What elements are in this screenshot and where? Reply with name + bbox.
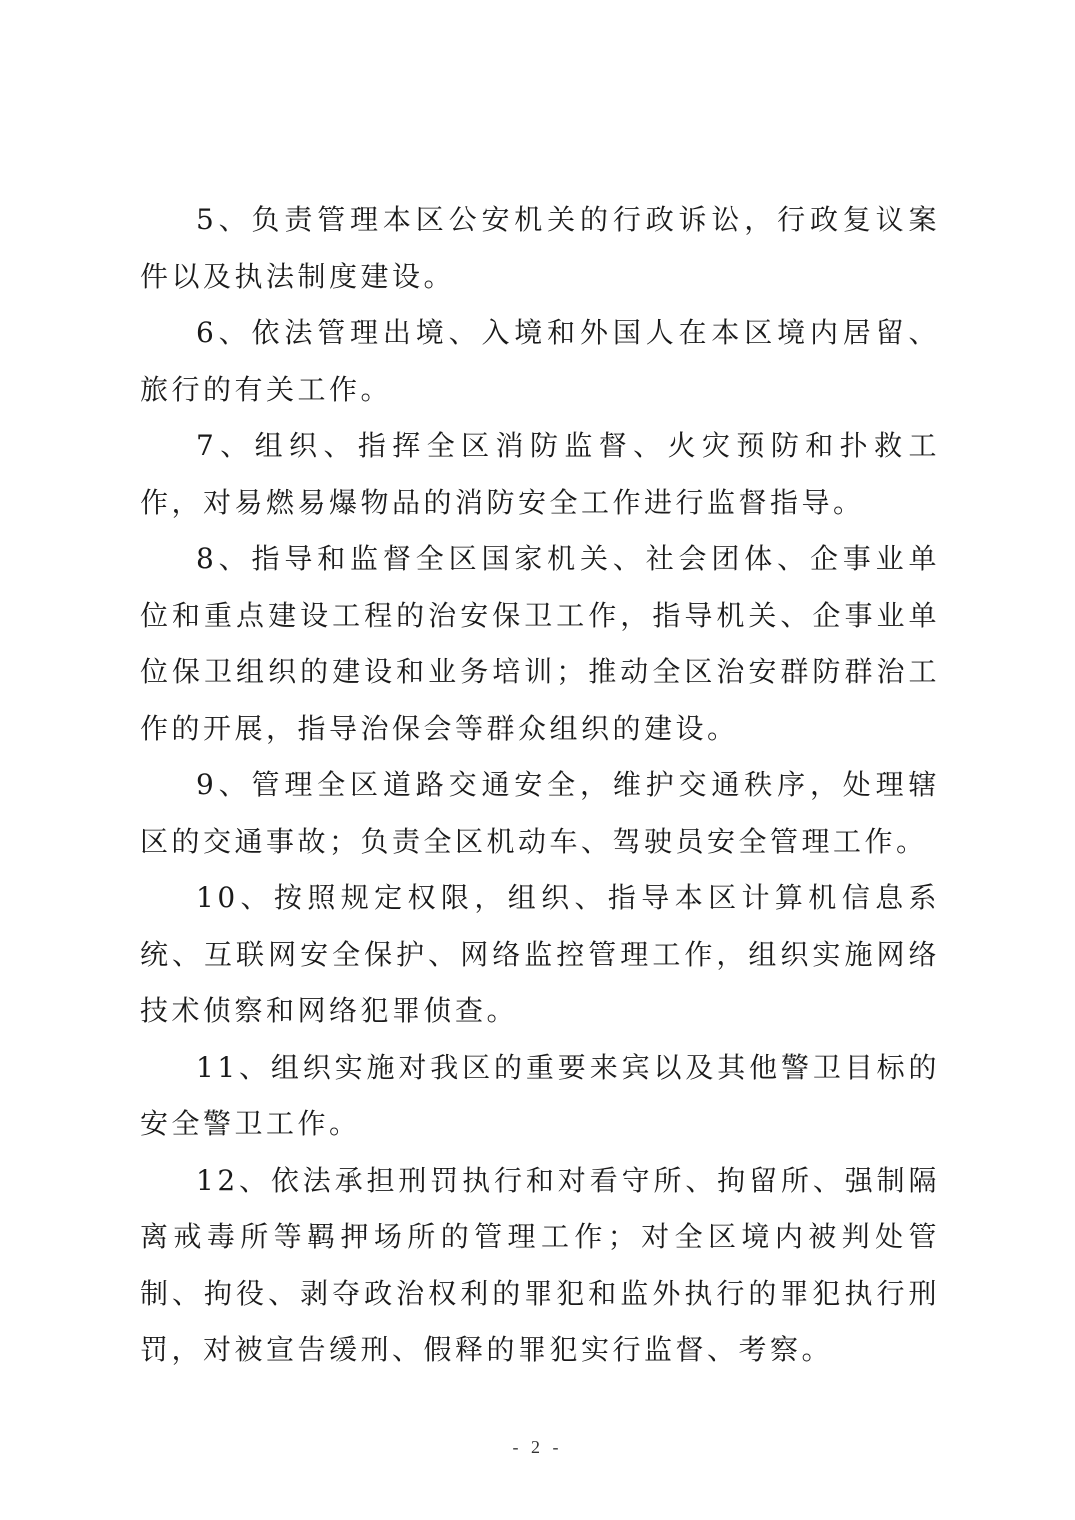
document-body	[140, 192, 940, 1379]
paragraph-item-11: 11、组织实施对我区的重要来宾以及其他警卫目标的安全警卫工作。	[140, 1050, 940, 1140]
paragraph-item-5: 5、负责管理本区公安机关的行政诉讼，行政复议案件以及执法制度建设。	[140, 203, 940, 293]
paragraph-item-9: 9、管理全区道路交通安全，维护交通秩序，处理辖区的交通事故；负责全区机动车、驾驶员安全管理工作。	[140, 768, 940, 858]
paragraph-item-6: 6、依法管理出境、入境和外国人在本区境内居留、旅行的有关工作。	[140, 316, 940, 406]
page-number: - 2 -	[512, 1437, 563, 1457]
paragraph-item-7: 7、组织、指挥全区消防监督、火灾预防和扑救工作，对易燃易爆物品的消防安全工作进行监督指导。	[140, 429, 940, 519]
paragraph-item-8: 8、指导和监督全区国家机关、社会团体、企事业单位和重点建设工程的治安保卫工作，指导机关、企事业单位保卫组织的建设和业务培训；推动全区治安群防群治工作的开展，指导治保会等群众组织的建设。	[140, 542, 940, 745]
paragraph-item-10: 10、按照规定权限，组织、指导本区计算机信息系统、互联网安全保护、网络监控管理工作，组织实施网络技术侦察和网络犯罪侦查。	[140, 881, 940, 1027]
paragraph-item-12: 12、依法承担刑罚执行和对看守所、拘留所、强制隔离戒毒所等羁押场所的管理工作；对全区境内被判处管制、拘役、剥夺政治权利的罪犯和监外执行的罪犯执行刑罚，对被宣告缓刑、假释的罪犯实行监督、考察。	[140, 1163, 940, 1366]
